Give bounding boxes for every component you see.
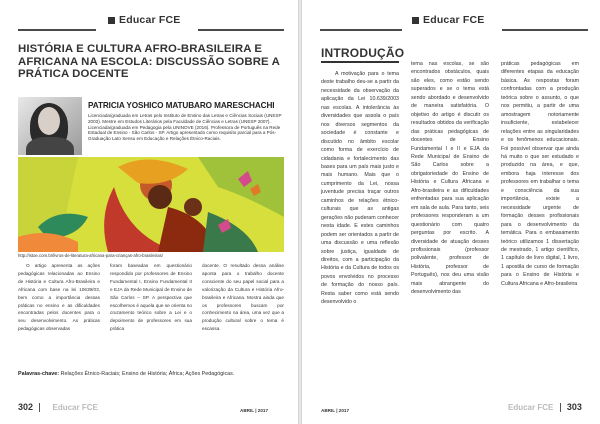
right-page-number: 303 — [566, 402, 582, 412]
right-footer — [502, 402, 582, 412]
left-page — [0, 0, 298, 424]
left-page-number: 302 — [18, 402, 34, 412]
right-footer-date: ABRIL | 2017 — [321, 408, 350, 413]
intro-col-2: tema nas escolas, se são encontrados obstáculos, quais são eles, como estão sendo superados e se o tema está sendo abordado e desenvolvido de maneira satisfatória. O objetivo do artigo é discutir os resultados obtidos da verificação das práticas pedagógicas de docentes de Ensino Fundamental I e II e EJA da Rede Municipal de Ensino de São Carlos sobre a obrigatoriedade do Ensino de História e Cultura Africana e Afro-brasileira e as dificuldades enfrentadas para sua aplicação em sala de aula. Para tanto, seis professores responderam a um questionário com quatro perguntas por escrito. A diversidade de atuação desses profissionais (professor polivalente, professor de História, professor de Português), nos deu uma visão mais abrangente do desenvolvimento das — [411, 61, 489, 296]
right-page — [302, 0, 600, 424]
keywords — [18, 371, 234, 377]
image-caption: http://istoe.com.br/livros-de-literatura-africana-para-crianças-afro-brasileiras/ — [18, 253, 163, 258]
abstract-columns — [18, 262, 284, 368]
author-bio: Licenciada/graduada em Letras pelo Instituto de Ensino das Letras e Ciências Sociais (UNESP 2003). Mestre em Estudos Literários pela Faculdade de Ciências e Letras (UNESP 2007). Licenciada/graduada em Pedagogia pela UNINOVE (2016). Professora de Português na Rede Estadual de Ensino - São Carlos - SP. Artigo apresentado como requisito parcial para a Pós-Graduação Lato Sensu em Educação e Relações Étnico-Raciais. — [88, 113, 282, 142]
right-header-title: Educar FCE — [412, 14, 485, 26]
square-icon — [108, 17, 115, 24]
abstract-col-3: docente. O resultado dessa análise aponta para o trabalho docente consciente do seu papel social para a valorização da Cultura e História Afro-brasileira e Africana. Mostra ainda que os professores buscam por conhecimento na área, uma vez que a produção cultural sobre o tema é escassa. — [202, 263, 284, 332]
article-title: HISTÓRIA E CULTURA AFRO-BRASILEIRA E AFRICANA NA ESCOLA: DISCUSSÃO SOBRE A PRÁTICA DOCENTE — [18, 43, 280, 80]
left-header-title: Educar FCE — [108, 14, 181, 26]
intro-col-1: A motivação para o tema deste trabalho deu-se a partir da necessidade da observação da aplicação da Lei 10.639/2003 nas escolas. A intolerância às diversidades que assola o país nos diversos segmentos da sociedade é constante e discutido no âmbito escolar como forma de exercício de cidadania e fortalecimento das bases para um país mais justo e mais humano. Mais que o cumprimento da Lei, nossa juventude precisa traçar outros caminhos de relações étnico-culturais que as antigas gerações não puderam conhecer nesta idade. E estes caminhos podem ser orientados a partir de uma discussão e uma reflexão sobre justiça, igualdade de direitos, com a participação da História e da Cultura de todos os povos envolvidos no processo de formação do nosso país. Resta saber como está sendo desenvolvido o — [321, 71, 399, 306]
author-photo — [18, 97, 82, 155]
right-footer-magazine: Educar FCE — [508, 403, 554, 412]
keywords-text: Relações Étnico-Raciais; Ensino de História; África; Ações Pedagógicas. — [60, 371, 235, 377]
keywords-label: Palavras-chave: — [18, 371, 60, 377]
author-name: PATRICIA YOSHICO MATUBARO MARESCHACHI — [88, 101, 275, 110]
left-footer-date: ABRIL | 2017 — [240, 408, 269, 413]
intro-col-3: práticas pedagógicas em diferentes etapas da educação básica. As respostas foram confrontadas com a produção teórica sobre o assunto, o que nos permitiu, a partir de uma amostragem notoriamente insuficiente, estabelecer relações entre as singularidades e os fenômenos educacionais. Foi possível observar que ainda há muito o que ser estudado e produzido na área, e que, embora haja interesse dos professores em trabalhar o tema e consciência da sua importância, existe a necessidade urgente de formação desses profissionais para o desenvolvimento da temática. Para o embasamento teórico utilizamos 1 dissertação de mestrado, 1 artigo científico, 1 capítulo de livro digital, 1 livro, 1 apostila de curso de formação para o Ensino de História e Cultura Africana e Afro-brasileira — [501, 61, 579, 287]
article-illustration — [18, 157, 284, 252]
left-footer-magazine: Educar FCE — [52, 403, 98, 412]
intro-columns — [321, 60, 589, 398]
square-icon — [412, 17, 419, 24]
intro-title: INTRODUÇÃO — [321, 46, 405, 60]
abstract-col-1: O artigo apresenta as ações pedagógicas relacionadas ao Ensino de História e Cultura Afro-Brasileira e Africana com base na lei 10639/03, bem como a importância dessas práticas no ensino e as dificuldades encontradas pelos docentes para o seu desenvolvimento. As práticas pedagógicas observadas — [18, 263, 100, 332]
right-footer-date-wrap — [321, 405, 349, 414]
left-footer — [18, 402, 98, 412]
left-footer-date-wrap — [240, 405, 268, 414]
abstract-col-2: foram baseadas em questionário respondido por professores de Ensino Fundamental I, Ensino Fundamental II e EJA da Rede Municipal de Ensino de São Carlos – SP. A perspectiva que escolhemos é aquela que se orienta no cruzamento teórico sobre a Lei e o depoimento de professores em sua prática — [110, 263, 192, 332]
